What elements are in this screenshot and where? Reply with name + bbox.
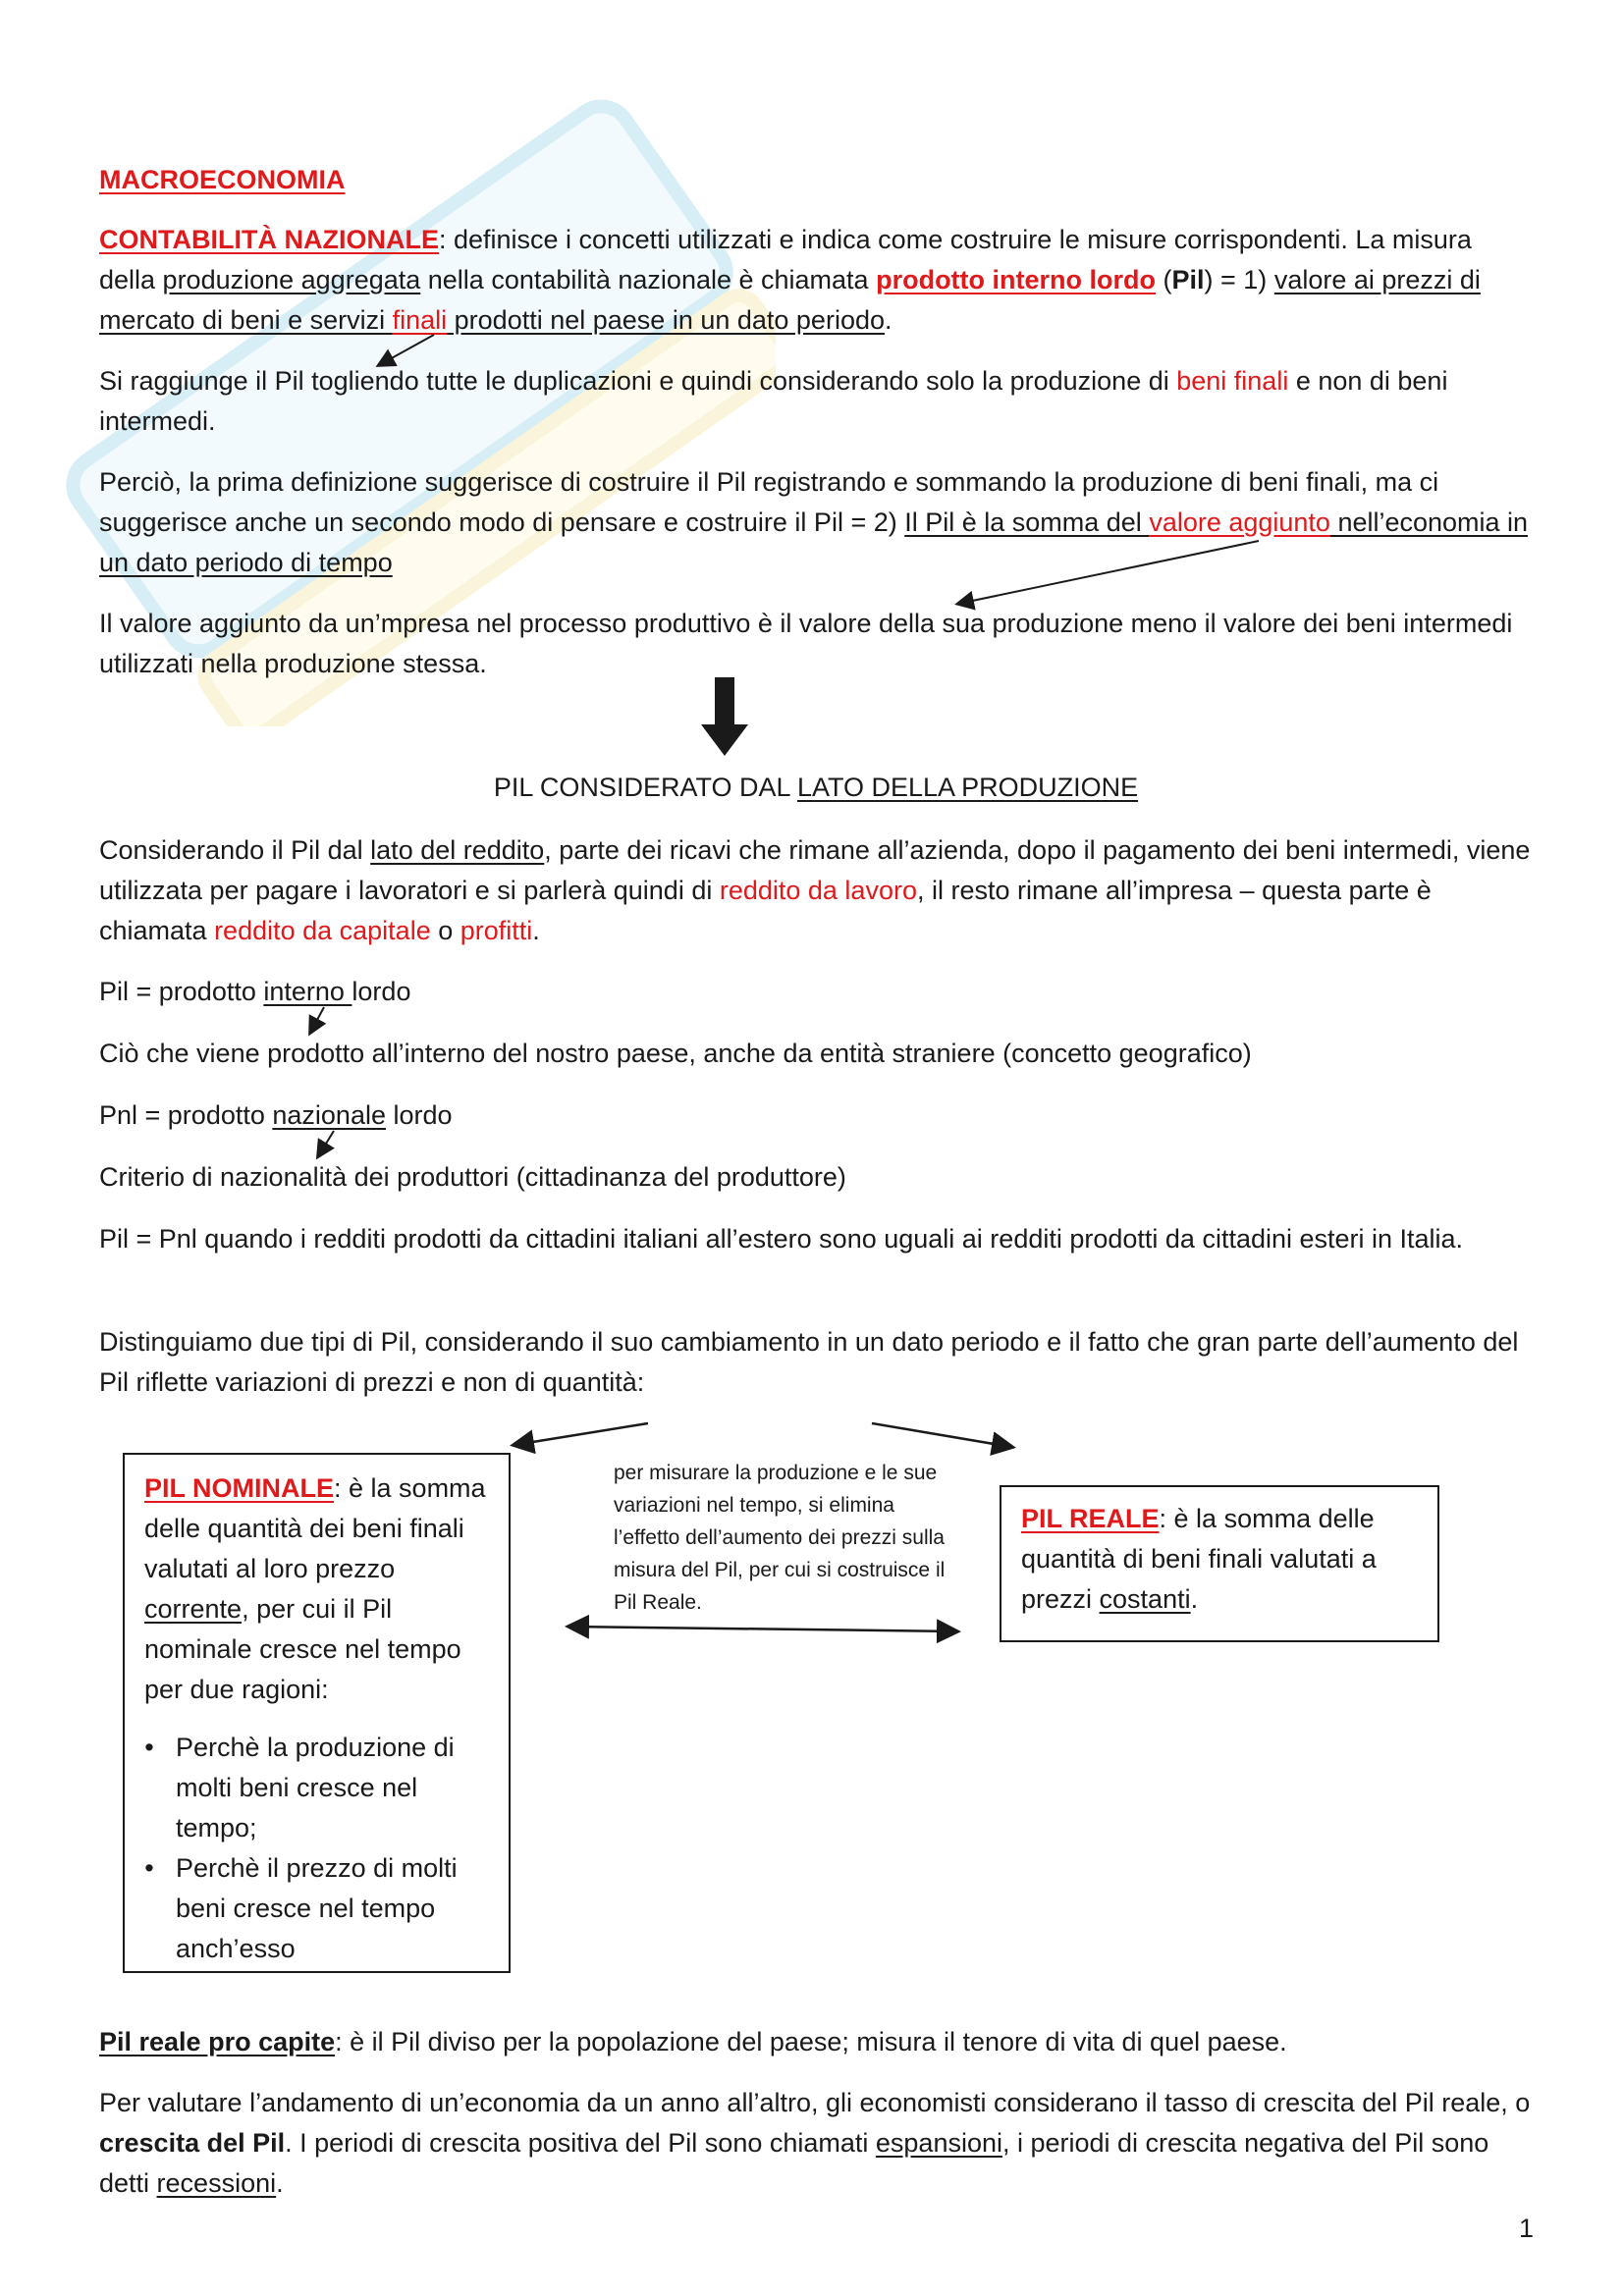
document-title: MACROECONOMIA [99,165,346,194]
pil-explanation: Ciò che viene prodotto all’interno del nostro paese, anche da entità straniere (concetto geografico) [99,1039,1252,1068]
section-heading-produzione: PIL CONSIDERATO DAL LATO DELLA PRODUZIONE [493,773,1139,802]
paragraph-reddito: Considerando il Pil dal lato del reddito, parte dei ricavi che rimane all’azienda, dopo il pagamento dei beni intermedi, viene utilizzata per pagare i lavoratori e si parlerà quindi di reddito da lavoro, il resto rimane all’impresa – questa parte è chiamata reddito da capitale o profitti. [99,835,1531,945]
double-arrow-icon [569,1627,956,1631]
pil-nominale-box: PIL NOMINALE: è la somma delle quantità dei beni finali valutati al loro prezzo corrente, per cui il Pil nominale cresce nel tempo per due ragioni: • Perchè la produzione di molti beni cresce nel tempo; • Perchè il prezzo di molti beni cresce nel tempo anch’esso [123,1453,511,1973]
paragraph-pro-capite: Pil reale pro capite: è il Pil diviso per la popolazione del paese; misura il tenore di vita di quel paese. [99,2027,1287,2056]
list-item: • Perchè la produzione di molti beni cresce nel tempo; [176,1728,489,1848]
paragraph-tipi-pil: Distinguiamo due tipi di Pil, considerando il suo cambiamento in un dato periodo e il fatto che gran parte dell’aumento del Pil riflette variazioni di prezzi e non di quantità: [99,1327,1519,1397]
arrow-to-nominale [514,1423,648,1445]
pnl-explanation: Criterio di nazionalità dei produttori (cittadinanza del produttore) [99,1162,846,1192]
bullet-icon: • [144,1733,154,1762]
pnl-definition: Pnl = prodotto nazionale lordo [99,1100,453,1130]
pil-reale-box: PIL REALE: è la somma delle quantità di beni finali valutati a prezzi costanti. [1000,1485,1439,1642]
paragraph-valore-aggiunto: Perciò, la prima definizione suggerisce di costruire il Pil registrando e sommando la produzione di beni finali, ma ci suggerisce anche un secondo modo di pensare e costruire il Pil = 2) Il Pil è la somma del valore aggiunto nell’economia in un dato periodo di tempo [99,467,1529,577]
arrow-to-reale [872,1423,1011,1447]
paragraph-impresa: Il valore aggiunto da un’mpresa nel processo produttivo è il valore della sua produzione meno il valore dei beni intermedi utilizzati nella produzione stessa. [99,609,1513,678]
paragraph-duplicazioni: Si raggiunge il Pil togliendo tutte le duplicazioni e quindi considerando solo la produzione di beni finali e non di beni intermedi. [99,366,1448,436]
pil-nominale-reasons-list [144,1728,489,1969]
page-number: 1 [1519,2214,1535,2243]
down-arrow-icon [701,677,748,756]
pil-reale-note: per misurare la produzione e le sue variazioni nel tempo, si elimina l’effetto dell’aumento dei prezzi sulla misura del Pil, per cui si costruisce il Pil Reale. [614,1462,946,1614]
bullet-icon: • [144,1853,154,1883]
pil-definition: Pil = prodotto interno lordo [99,977,411,1006]
paragraph-crescita: Per valutare l’andamento di un’economia da un anno all’altro, gli economisti considerano il tasso di crescita del Pil reale, o crescita del Pil. I periodi di crescita positiva del Pil sono chiamati espansioni, i periodi di crescita negativa del Pil sono detti recessioni. [99,2088,1531,2198]
list-item: • Perchè il prezzo di molti beni cresce nel tempo anch’esso [176,1848,489,1969]
paragraph-contabilita: CONTABILITÀ NAZIONALE: definisce i concetti utilizzati e indica come costruire le misure corrispondenti. La misura della produzione aggregata nella contabilità nazionale è chiamata prodotto interno lordo (Pil) = 1) valore ai prezzi di mercato di beni e servizi finali prodotti nel paese in un dato periodo. [99,225,1481,335]
paragraph-pil-pnl: Pil = Pnl quando i redditi prodotti da cittadini italiani all’estero sono uguali ai redditi prodotti da cittadini esteri in Italia. [99,1224,1464,1254]
